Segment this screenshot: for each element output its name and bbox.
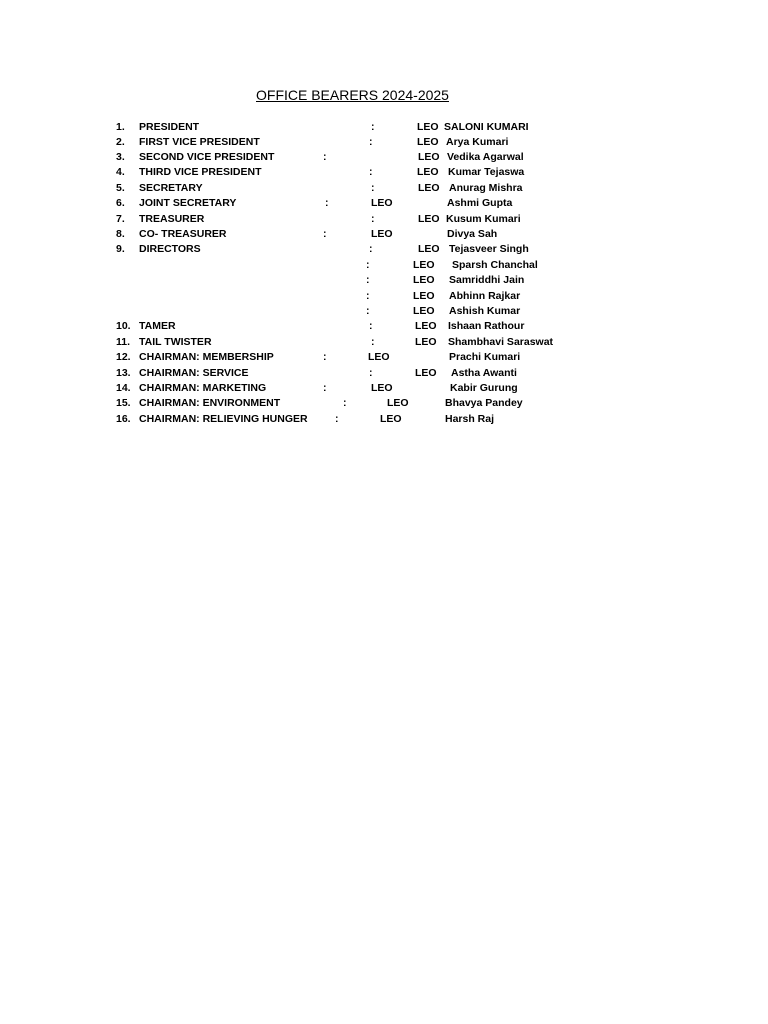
- item-number: 11.: [116, 336, 131, 348]
- item-number: 2.: [116, 136, 125, 148]
- list-item: [0, 212, 768, 227]
- separator-colon: :: [369, 320, 373, 332]
- leo-prefix: LEO: [413, 305, 435, 317]
- item-number: 15.: [116, 397, 131, 409]
- member-name: Tejasveer Singh: [449, 243, 529, 255]
- list-item: [0, 135, 768, 150]
- document-title: OFFICE BEARERS 2024-2025: [256, 87, 449, 103]
- list-item: [0, 304, 768, 319]
- role-label: SECOND VICE PRESIDENT: [139, 151, 275, 163]
- role-label: CHAIRMAN: MEMBERSHIP: [139, 351, 274, 363]
- leo-prefix: LEO: [418, 243, 440, 255]
- separator-colon: :: [371, 336, 375, 348]
- leo-prefix: LEO: [417, 121, 439, 133]
- item-number: 16.: [116, 413, 131, 425]
- list-item: [0, 227, 768, 242]
- member-name: Sparsh Chanchal: [452, 259, 538, 271]
- role-label: FIRST VICE PRESIDENT: [139, 136, 260, 148]
- role-label: CHAIRMAN: ENVIRONMENT: [139, 397, 281, 409]
- separator-colon: :: [323, 382, 327, 394]
- member-name: Samriddhi Jain: [449, 274, 525, 286]
- separator-colon: :: [323, 351, 327, 363]
- separator-colon: :: [369, 243, 373, 255]
- member-name: Abhinn Rajkar: [449, 290, 521, 302]
- item-number: 10.: [116, 320, 131, 332]
- member-name: Vedika Agarwal: [447, 151, 524, 163]
- list-item: [0, 366, 768, 381]
- member-name: Anurag Mishra: [449, 182, 523, 194]
- separator-colon: :: [323, 228, 327, 240]
- leo-prefix: LEO: [413, 259, 435, 271]
- leo-prefix: LEO: [368, 351, 390, 363]
- role-label: CO- TREASURER: [139, 228, 227, 240]
- leo-prefix: LEO: [371, 197, 393, 209]
- list-item: [0, 273, 768, 288]
- member-name: Kusum Kumari: [446, 213, 521, 225]
- member-name: Arya Kumari: [446, 136, 509, 148]
- member-name: Prachi Kumari: [449, 351, 521, 363]
- leo-prefix: LEO: [387, 397, 409, 409]
- item-number: 13.: [116, 367, 131, 379]
- separator-colon: :: [325, 197, 329, 209]
- item-number: 5.: [116, 182, 125, 194]
- separator-colon: :: [369, 136, 373, 148]
- role-label: JOINT SECRETARY: [139, 197, 237, 209]
- role-label: DIRECTORS: [139, 243, 201, 255]
- member-name: Harsh Raj: [445, 413, 495, 425]
- leo-prefix: LEO: [417, 136, 439, 148]
- separator-colon: :: [366, 274, 370, 286]
- separator-colon: :: [369, 367, 373, 379]
- member-name: SALONI KUMARI: [444, 121, 529, 133]
- list-item: [0, 181, 768, 196]
- separator-colon: :: [366, 259, 370, 271]
- item-number: 1.: [116, 121, 125, 133]
- member-name: Ashish Kumar: [449, 305, 521, 317]
- role-label: TAMER: [139, 320, 176, 332]
- leo-prefix: LEO: [380, 413, 402, 425]
- list-item: [0, 258, 768, 273]
- leo-prefix: LEO: [413, 274, 435, 286]
- member-name: Kumar Tejaswa: [448, 166, 525, 178]
- role-label: CHAIRMAN: SERVICE: [139, 367, 249, 379]
- list-item: [0, 335, 768, 350]
- separator-colon: :: [369, 166, 373, 178]
- role-label: CHAIRMAN: MARKETING: [139, 382, 267, 394]
- separator-colon: :: [323, 151, 327, 163]
- item-number: 9.: [116, 243, 125, 255]
- separator-colon: :: [366, 290, 370, 302]
- leo-prefix: LEO: [417, 166, 439, 178]
- role-label: SECRETARY: [139, 182, 203, 194]
- item-number: 6.: [116, 197, 125, 209]
- separator-colon: :: [343, 397, 347, 409]
- separator-colon: :: [335, 413, 339, 425]
- separator-colon: :: [371, 121, 375, 133]
- member-name: Ishaan Rathour: [448, 320, 525, 332]
- list-item: [0, 120, 768, 135]
- list-item: [0, 150, 768, 165]
- leo-prefix: LEO: [415, 367, 437, 379]
- item-number: 8.: [116, 228, 125, 240]
- list-item: [0, 396, 768, 411]
- leo-prefix: LEO: [418, 151, 440, 163]
- separator-colon: :: [371, 213, 375, 225]
- member-name: Shambhavi Saraswat: [448, 336, 554, 348]
- member-name: Ashmi Gupta: [447, 197, 513, 209]
- separator-colon: :: [366, 305, 370, 317]
- role-label: TREASURER: [139, 213, 205, 225]
- role-label: CHAIRMAN: RELIEVING HUNGER: [139, 413, 308, 425]
- role-label: PRESIDENT: [139, 121, 200, 133]
- role-label: TAIL TWISTER: [139, 336, 212, 348]
- member-name: Astha Awanti: [451, 367, 517, 379]
- leo-prefix: LEO: [418, 182, 440, 194]
- list-item: [0, 381, 768, 396]
- list-item: [0, 196, 768, 211]
- separator-colon: :: [371, 182, 375, 194]
- list-item: [0, 412, 768, 427]
- item-number: 12.: [116, 351, 131, 363]
- leo-prefix: LEO: [371, 382, 393, 394]
- role-label: THIRD VICE PRESIDENT: [139, 166, 262, 178]
- item-number: 14.: [116, 382, 131, 394]
- member-name: Bhavya Pandey: [445, 397, 523, 409]
- leo-prefix: LEO: [413, 290, 435, 302]
- list-item: [0, 165, 768, 180]
- list-item: [0, 289, 768, 304]
- leo-prefix: LEO: [415, 320, 437, 332]
- item-number: 3.: [116, 151, 125, 163]
- leo-prefix: LEO: [415, 336, 437, 348]
- leo-prefix: LEO: [418, 213, 440, 225]
- list-item: [0, 242, 768, 257]
- leo-prefix: LEO: [371, 228, 393, 240]
- member-name: Divya Sah: [447, 228, 498, 240]
- item-number: 4.: [116, 166, 125, 178]
- member-name: Kabir Gurung: [450, 382, 518, 394]
- item-number: 7.: [116, 213, 125, 225]
- list-item: [0, 350, 768, 365]
- list-item: [0, 319, 768, 334]
